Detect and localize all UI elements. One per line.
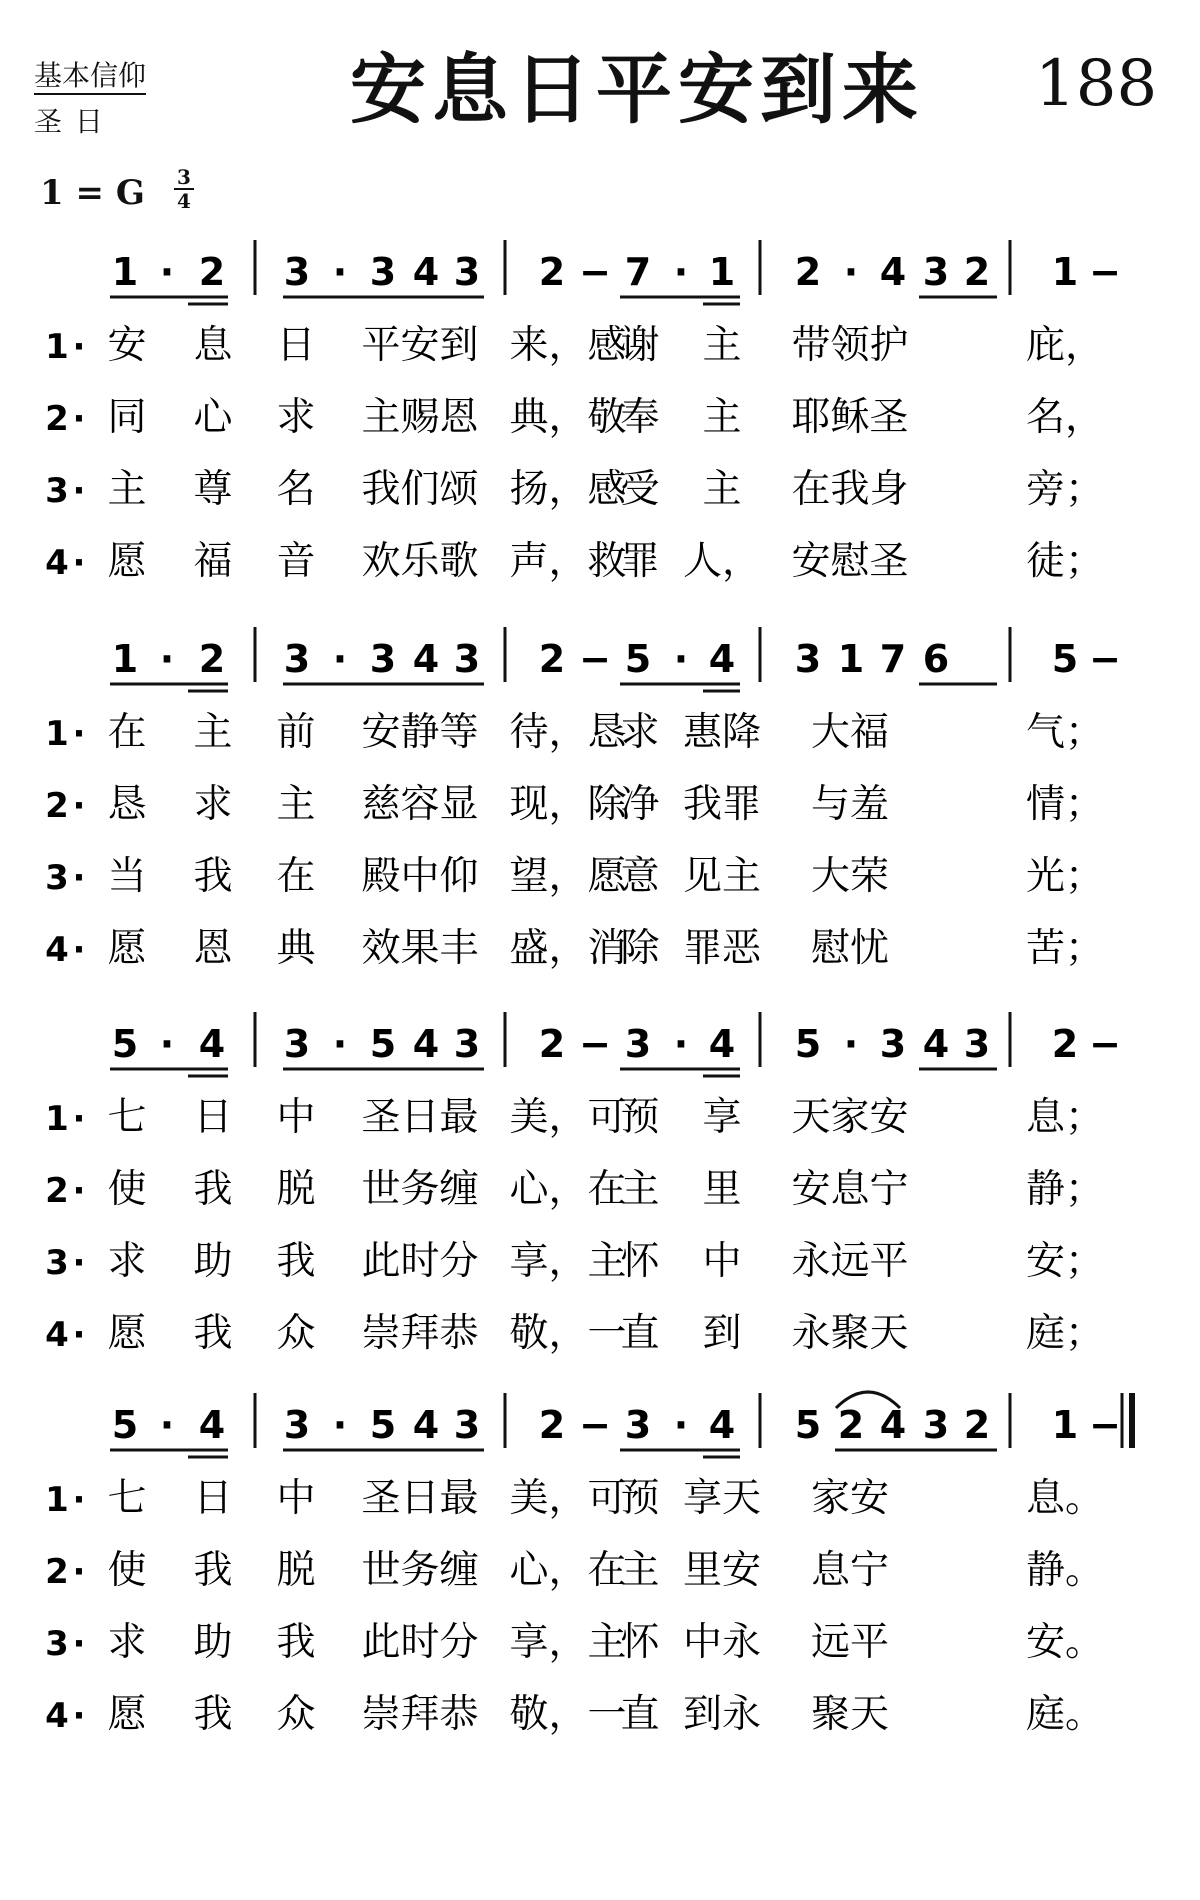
lyric-syllable: 日 — [276, 323, 316, 368]
note-4-4-4: 3 — [922, 1403, 950, 1447]
note-4-5-1: 1 — [1051, 1403, 1079, 1447]
note-3-3-3: 3 — [624, 1022, 652, 1066]
hymn-number: 188 — [1035, 47, 1158, 121]
note-4-3-5: 4 — [708, 1403, 736, 1447]
lyric-syllable: 永远平 — [791, 1239, 909, 1284]
lyric-syllable: 使 — [107, 1548, 147, 1593]
lyric-syllable: 安静等 — [361, 710, 479, 755]
verse-dot: · — [72, 1696, 86, 1736]
note-3-1-1: 5 — [111, 1022, 139, 1066]
lyric-syllable: 与羞 — [810, 782, 890, 827]
note-2-2-1: 3 — [283, 637, 311, 681]
lyric-syllable: 安息宁 — [791, 1167, 909, 1212]
lyric-syllable: 大福 — [810, 710, 890, 755]
note-2-5-1: 5 — [1051, 637, 1079, 681]
lyric-syllable: 慰忧 — [810, 926, 890, 971]
lyric-syllable: 中 — [276, 1095, 316, 1140]
lyric-syllable: 安。 — [1025, 1620, 1105, 1665]
lyric-syllable: 情； — [1025, 782, 1105, 827]
lyric-syllable: 意 — [620, 854, 660, 899]
note-1-4-2: · — [843, 250, 859, 294]
lyric-syllable: 我 — [193, 1311, 233, 1356]
note-4-2-3: 5 — [369, 1403, 397, 1447]
note-3-3-5: 4 — [708, 1022, 736, 1066]
note-1-4-4: 3 — [922, 250, 950, 294]
lyric-syllable: 脱 — [276, 1167, 316, 1212]
lyric-syllable: 名 — [276, 467, 316, 512]
note-2-3-2: − — [579, 637, 611, 681]
lyric-syllable: 主赐恩 — [361, 395, 479, 440]
lyric-syllable: 天家安 — [791, 1095, 909, 1140]
note-3-4-4: 4 — [922, 1022, 950, 1066]
lyric-syllable: 主 — [702, 323, 742, 368]
lyric-syllable: 享，主 — [509, 1239, 627, 1284]
lyric-syllable: 预 — [620, 1476, 660, 1521]
lyric-syllable: 愿 — [107, 1692, 147, 1737]
lyric-syllable: 到永 — [682, 1692, 762, 1737]
note-1-2-2: · — [332, 250, 348, 294]
lyric-syllable: 庭； — [1025, 1311, 1105, 1356]
subcategory-label: 圣 日 — [34, 105, 105, 138]
lyric-syllable: 七 — [107, 1095, 147, 1140]
verse-dot: · — [72, 327, 86, 367]
note-4-3-2: − — [579, 1403, 611, 1447]
lyric-syllable: 七 — [107, 1476, 147, 1521]
verse-number: 4 — [45, 930, 69, 970]
lyric-syllable: 主 — [702, 395, 742, 440]
lyric-syllable: 此时分 — [361, 1620, 479, 1665]
verse-number: 3 — [45, 471, 69, 511]
lyric-syllable: 奉 — [620, 395, 660, 440]
lyric-syllable: 助 — [193, 1620, 233, 1665]
verse-number: 2 — [45, 1552, 69, 1592]
note-1-3-4: · — [673, 250, 689, 294]
verse-number: 4 — [45, 1315, 69, 1355]
verse-number: 1 — [45, 1099, 69, 1139]
note-4-4-5: 2 — [963, 1403, 991, 1447]
lyric-syllable: 求 — [193, 782, 233, 827]
verse-number: 4 — [45, 1696, 69, 1736]
lyric-syllable: 心 — [193, 395, 233, 440]
lyric-syllable: 美，可 — [509, 1476, 627, 1521]
lyric-syllable: 福 — [193, 539, 233, 584]
lyric-syllable: 永聚天 — [791, 1311, 909, 1356]
lyric-syllable: 我 — [276, 1239, 316, 1284]
verse-dot: · — [72, 1624, 86, 1664]
lyric-syllable: 中 — [702, 1239, 742, 1284]
note-1-2-3: 3 — [369, 250, 397, 294]
lyric-syllable: 圣日最 — [361, 1476, 479, 1521]
note-2-2-5: 3 — [453, 637, 481, 681]
lyric-syllable: 我 — [193, 1692, 233, 1737]
verse-number: 3 — [45, 858, 69, 898]
lyric-syllable: 使 — [107, 1167, 147, 1212]
note-3-3-2: − — [579, 1022, 611, 1066]
lyric-syllable: 敬，一 — [509, 1311, 627, 1356]
lyric-syllable: 恳 — [107, 782, 147, 827]
note-4-3-1: 2 — [538, 1403, 566, 1447]
lyric-syllable: 徒； — [1025, 539, 1105, 584]
lyric-syllable: 望，愿 — [509, 854, 627, 899]
lyric-syllable: 息； — [1025, 1095, 1105, 1140]
lyric-syllable: 我 — [276, 1620, 316, 1665]
lyric-syllable: 我们颂 — [361, 467, 479, 512]
verse-dot: · — [72, 1552, 86, 1592]
lyric-syllable: 圣日最 — [361, 1095, 479, 1140]
verse-dot: · — [72, 399, 86, 439]
lyric-syllable: 惠降 — [682, 710, 762, 755]
lyric-syllable: 名， — [1025, 395, 1105, 440]
lyric-syllable: 息 — [193, 323, 233, 368]
lyric-syllable: 待，恳 — [509, 710, 627, 755]
lyric-syllable: 主 — [620, 1167, 660, 1212]
note-2-4-2: 1 — [837, 637, 865, 681]
lyric-syllable: 心，在 — [509, 1167, 627, 1212]
lyric-syllable: 此时分 — [361, 1239, 479, 1284]
lyric-syllable: 尊 — [193, 467, 233, 512]
time-signature-bottom: 4 — [174, 188, 194, 212]
note-4-3-4: · — [673, 1403, 689, 1447]
verse-dot: · — [72, 1480, 86, 1520]
verse-number: 4 — [45, 543, 69, 583]
note-3-3-1: 2 — [538, 1022, 566, 1066]
lyric-syllable: 盛，消 — [509, 926, 627, 971]
lyric-syllable: 在 — [276, 854, 316, 899]
lyric-syllable: 中永 — [682, 1620, 762, 1665]
lyric-syllable: 众 — [276, 1692, 316, 1737]
verse-dot: · — [72, 1099, 86, 1139]
lyric-syllable: 音 — [276, 539, 316, 584]
lyric-syllable: 众 — [276, 1311, 316, 1356]
lyric-syllable: 日 — [193, 1476, 233, 1521]
note-4-4-3: 4 — [879, 1403, 907, 1447]
lyric-syllable: 直 — [620, 1692, 660, 1737]
lyric-syllable: 敬，一 — [509, 1692, 627, 1737]
lyric-syllable: 崇拜恭 — [361, 1692, 479, 1737]
lyric-syllable: 世务缠 — [361, 1548, 479, 1593]
note-1-3-3: 7 — [624, 250, 652, 294]
note-2-4-1: 3 — [794, 637, 822, 681]
lyric-syllable: 罪 — [620, 539, 660, 584]
note-3-2-1: 3 — [283, 1022, 311, 1066]
lyric-syllable: 见主 — [682, 854, 762, 899]
lyric-syllable: 享 — [702, 1095, 742, 1140]
lyric-syllable: 远平 — [810, 1620, 890, 1665]
note-4-4-1: 5 — [794, 1403, 822, 1447]
note-1-3-1: 2 — [538, 250, 566, 294]
lyric-syllable: 在 — [107, 710, 147, 755]
verse-dot: · — [72, 1243, 86, 1283]
lyric-syllable: 安 — [107, 323, 147, 368]
lyric-syllable: 愿 — [107, 1311, 147, 1356]
lyric-syllable: 我 — [193, 1167, 233, 1212]
note-1-1-1: 1 — [111, 250, 139, 294]
note-2-1-3: 2 — [198, 637, 226, 681]
hymn-title: 安息日平安到来 — [350, 45, 924, 134]
note-2-1-1: 1 — [111, 637, 139, 681]
note-3-4-5: 3 — [963, 1022, 991, 1066]
lyric-syllable: 同 — [107, 395, 147, 440]
lyric-syllable: 息宁 — [810, 1548, 890, 1593]
note-4-2-2: · — [332, 1403, 348, 1447]
lyric-syllable: 愿 — [107, 926, 147, 971]
lyric-syllable: 享，主 — [509, 1620, 627, 1665]
category-label: 基本信仰 — [34, 62, 146, 95]
note-3-1-3: 4 — [198, 1022, 226, 1066]
lyric-syllable: 安慰圣 — [791, 539, 909, 584]
lyric-syllable: 现，除 — [509, 782, 627, 827]
verse-number: 1 — [45, 714, 69, 754]
lyric-syllable: 人， — [682, 539, 762, 584]
note-2-3-4: · — [673, 637, 689, 681]
note-3-2-5: 3 — [453, 1022, 481, 1066]
lyric-syllable: 声，救 — [509, 539, 627, 584]
note-4-2-5: 3 — [453, 1403, 481, 1447]
lyric-syllable: 世务缠 — [361, 1167, 479, 1212]
note-2-2-4: 4 — [412, 637, 440, 681]
note-1-2-5: 3 — [453, 250, 481, 294]
note-3-2-4: 4 — [412, 1022, 440, 1066]
note-1-3-2: − — [579, 250, 611, 294]
lyric-syllable: 苦； — [1025, 926, 1105, 971]
lyric-syllable: 求 — [107, 1620, 147, 1665]
lyric-syllable: 光； — [1025, 854, 1105, 899]
note-1-4-5: 2 — [963, 250, 991, 294]
lyric-syllable: 直 — [620, 1311, 660, 1356]
lyric-syllable: 典 — [276, 926, 316, 971]
lyric-syllable: 息。 — [1025, 1476, 1105, 1521]
verse-number: 2 — [45, 786, 69, 826]
lyric-syllable: 愿 — [107, 539, 147, 584]
verse-dot: · — [72, 786, 86, 826]
lyric-syllable: 罪恶 — [682, 926, 762, 971]
lyric-syllable: 庇， — [1025, 323, 1105, 368]
note-4-2-1: 3 — [283, 1403, 311, 1447]
lyric-syllable: 恩 — [193, 926, 233, 971]
lyric-syllable: 主 — [702, 467, 742, 512]
lyric-syllable: 聚天 — [810, 1692, 890, 1737]
note-2-3-5: 4 — [708, 637, 736, 681]
note-2-3-3: 5 — [624, 637, 652, 681]
note-2-3-1: 2 — [538, 637, 566, 681]
note-4-5-2: − — [1089, 1403, 1121, 1447]
note-4-2-4: 4 — [412, 1403, 440, 1447]
lyric-syllable: 日 — [193, 1095, 233, 1140]
lyric-syllable: 旁； — [1025, 467, 1105, 512]
lyric-syllable: 享天 — [682, 1476, 762, 1521]
lyric-syllable: 求 — [276, 395, 316, 440]
verse-number: 1 — [45, 1480, 69, 1520]
verse-dot: · — [72, 1315, 86, 1355]
lyric-syllable: 怀 — [620, 1620, 660, 1665]
note-1-1-2: · — [159, 250, 175, 294]
note-2-4-3: 7 — [879, 637, 907, 681]
lyric-syllable: 家安 — [810, 1476, 890, 1521]
lyric-syllable: 脱 — [276, 1548, 316, 1593]
note-3-5-2: − — [1089, 1022, 1121, 1066]
lyric-syllable: 气； — [1025, 710, 1105, 755]
lyric-syllable: 受 — [620, 467, 660, 512]
lyric-syllable: 主 — [107, 467, 147, 512]
lyric-syllable: 静； — [1025, 1167, 1105, 1212]
lyric-syllable: 效果丰 — [361, 926, 479, 971]
note-2-5-2: − — [1089, 637, 1121, 681]
lyric-syllable: 当 — [107, 854, 147, 899]
lyric-syllable: 我罪 — [682, 782, 762, 827]
verse-number: 2 — [45, 1171, 69, 1211]
verse-number: 3 — [45, 1243, 69, 1283]
verse-dot: · — [72, 471, 86, 511]
lyric-syllable: 殿中仰 — [361, 854, 479, 899]
lyric-syllable: 带领护 — [791, 323, 909, 368]
note-1-3-5: 1 — [708, 250, 736, 294]
lyric-syllable: 典，敬 — [509, 395, 627, 440]
verse-dot: · — [72, 930, 86, 970]
lyric-syllable: 我 — [193, 1548, 233, 1593]
lyric-syllable: 主 — [193, 710, 233, 755]
note-4-4-2: 2 — [837, 1403, 865, 1447]
lyric-syllable: 除 — [620, 926, 660, 971]
lyric-syllable: 求 — [107, 1239, 147, 1284]
lyric-syllable: 大荣 — [810, 854, 890, 899]
lyric-syllable: 助 — [193, 1239, 233, 1284]
lyric-syllable: 崇拜恭 — [361, 1311, 479, 1356]
lyric-syllable: 耶稣圣 — [791, 395, 909, 440]
lyric-syllable: 心，在 — [509, 1548, 627, 1593]
lyric-syllable: 来，感 — [509, 323, 627, 368]
lyric-syllable: 慈容显 — [361, 782, 479, 827]
note-1-5-1: 1 — [1051, 250, 1079, 294]
note-2-1-2: · — [159, 637, 175, 681]
note-2-2-3: 3 — [369, 637, 397, 681]
verse-dot: · — [72, 543, 86, 583]
lyric-syllable: 怀 — [620, 1239, 660, 1284]
lyric-syllable: 欢乐歌 — [361, 539, 479, 584]
note-3-2-3: 5 — [369, 1022, 397, 1066]
note-1-4-1: 2 — [794, 250, 822, 294]
lyric-syllable: 静。 — [1025, 1548, 1105, 1593]
verse-number: 2 — [45, 399, 69, 439]
note-3-2-2: · — [332, 1022, 348, 1066]
note-1-2-1: 3 — [283, 250, 311, 294]
verse-dot: · — [72, 1171, 86, 1211]
lyric-syllable: 预 — [620, 1095, 660, 1140]
note-3-1-2: · — [159, 1022, 175, 1066]
lyric-syllable: 扬，感 — [509, 467, 627, 512]
note-2-2-2: · — [332, 637, 348, 681]
lyric-syllable: 里 — [702, 1167, 742, 1212]
note-1-5-2: − — [1089, 250, 1121, 294]
lyric-syllable: 庭。 — [1025, 1692, 1105, 1737]
verse-number: 1 — [45, 327, 69, 367]
lyric-syllable: 平安到 — [361, 323, 479, 368]
lyric-syllable: 求 — [620, 710, 660, 755]
note-3-3-4: · — [673, 1022, 689, 1066]
lyric-syllable: 安； — [1025, 1239, 1105, 1284]
lyric-syllable: 在我身 — [791, 467, 909, 512]
verse-number: 3 — [45, 1624, 69, 1664]
note-1-4-3: 4 — [879, 250, 907, 294]
note-1-1-3: 2 — [198, 250, 226, 294]
note-4-3-3: 3 — [624, 1403, 652, 1447]
lyric-syllable: 主 — [276, 782, 316, 827]
lyric-syllable: 中 — [276, 1476, 316, 1521]
lyric-syllable: 主 — [620, 1548, 660, 1593]
key-signature: 1 = G — [40, 173, 145, 213]
note-3-5-1: 2 — [1051, 1022, 1079, 1066]
lyric-syllable: 谢 — [620, 323, 660, 368]
lyric-syllable: 美，可 — [509, 1095, 627, 1140]
lyric-syllable: 里安 — [682, 1548, 762, 1593]
time-signature-top: 3 — [177, 165, 191, 189]
note-4-1-2: · — [159, 1403, 175, 1447]
lyric-syllable: 前 — [276, 710, 316, 755]
note-2-4-4: 6 — [922, 637, 950, 681]
note-3-4-1: 5 — [794, 1022, 822, 1066]
lyric-syllable: 到 — [702, 1311, 742, 1356]
verse-dot: · — [72, 714, 86, 754]
note-4-1-1: 5 — [111, 1403, 139, 1447]
note-3-4-2: · — [843, 1022, 859, 1066]
note-4-1-3: 4 — [198, 1403, 226, 1447]
verse-dot: · — [72, 858, 86, 898]
note-1-2-4: 4 — [412, 250, 440, 294]
note-3-4-3: 3 — [879, 1022, 907, 1066]
lyric-syllable: 我 — [193, 854, 233, 899]
lyric-syllable: 净 — [620, 782, 660, 827]
